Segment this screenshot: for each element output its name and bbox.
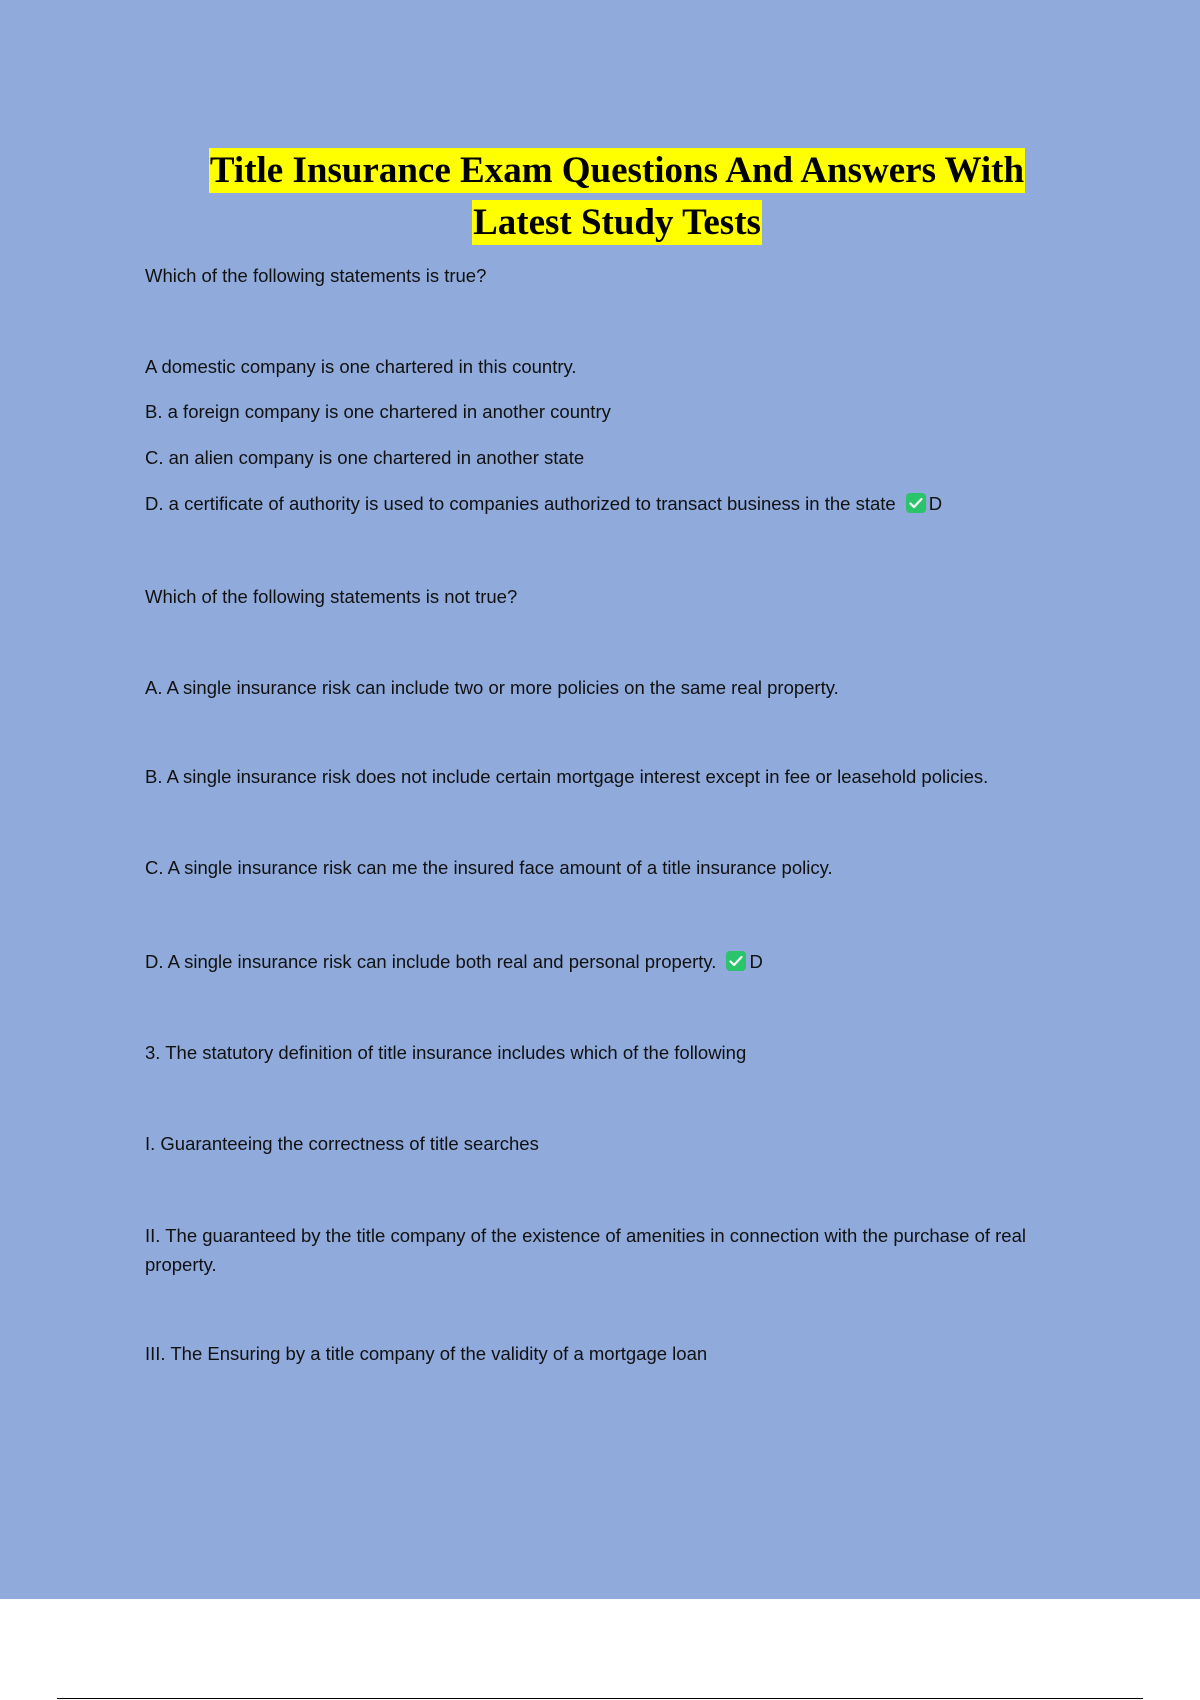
question-3-item-1: I. Guaranteeing the correctness of title searches (145, 1133, 539, 1154)
title-line-1: Title Insurance Exam Questions And Answers With (209, 150, 1025, 191)
question-2-option-b: B. A single insurance risk does not include certain mortgage interest except in fee or leasehold policies. (145, 766, 989, 787)
check-mark-icon (726, 951, 746, 971)
footer-divider (57, 1698, 1143, 1699)
question-2-option-d-row (145, 948, 763, 976)
question-1-answer: D (928, 493, 943, 514)
question-1-option-a: A domestic company is one chartered in this country. (145, 356, 577, 377)
question-1-option-c: C. an alien company is one chartered in another state (145, 447, 585, 468)
question-1-option-b: B. a foreign company is one chartered in another country (145, 401, 611, 422)
question-1-prompt: Which of the following statements is true? (145, 265, 487, 286)
question-2-option-a: A. A single insurance risk can include two or more policies on the same real property. (145, 677, 839, 698)
question-3-prompt: 3. The statutory definition of title insurance includes which of the following (145, 1042, 747, 1063)
question-2-option-d: D. A single insurance risk can include both real and personal property. (145, 951, 717, 972)
question-1-option-d: D. a certificate of authority is used to companies authorized to transact business in the state (145, 493, 896, 514)
question-3-item-3: III. The Ensuring by a title company of the validity of a mortgage loan (145, 1343, 708, 1364)
question-2-prompt: Which of the following statements is not true? (145, 586, 518, 607)
question-2-answer: D (749, 951, 763, 972)
title-line-2: Latest Study Tests (473, 202, 761, 243)
document-title (0, 146, 1200, 250)
question-2-option-c: C. A single insurance risk can me the insured face amount of a title insurance policy. (145, 857, 833, 878)
check-mark-icon (906, 493, 926, 513)
question-3-item-2: II. The guaranteed by the title company of the existence of amenities in connection with the purchase of real property. (145, 1225, 1026, 1275)
question-1-option-d-row (145, 490, 942, 518)
